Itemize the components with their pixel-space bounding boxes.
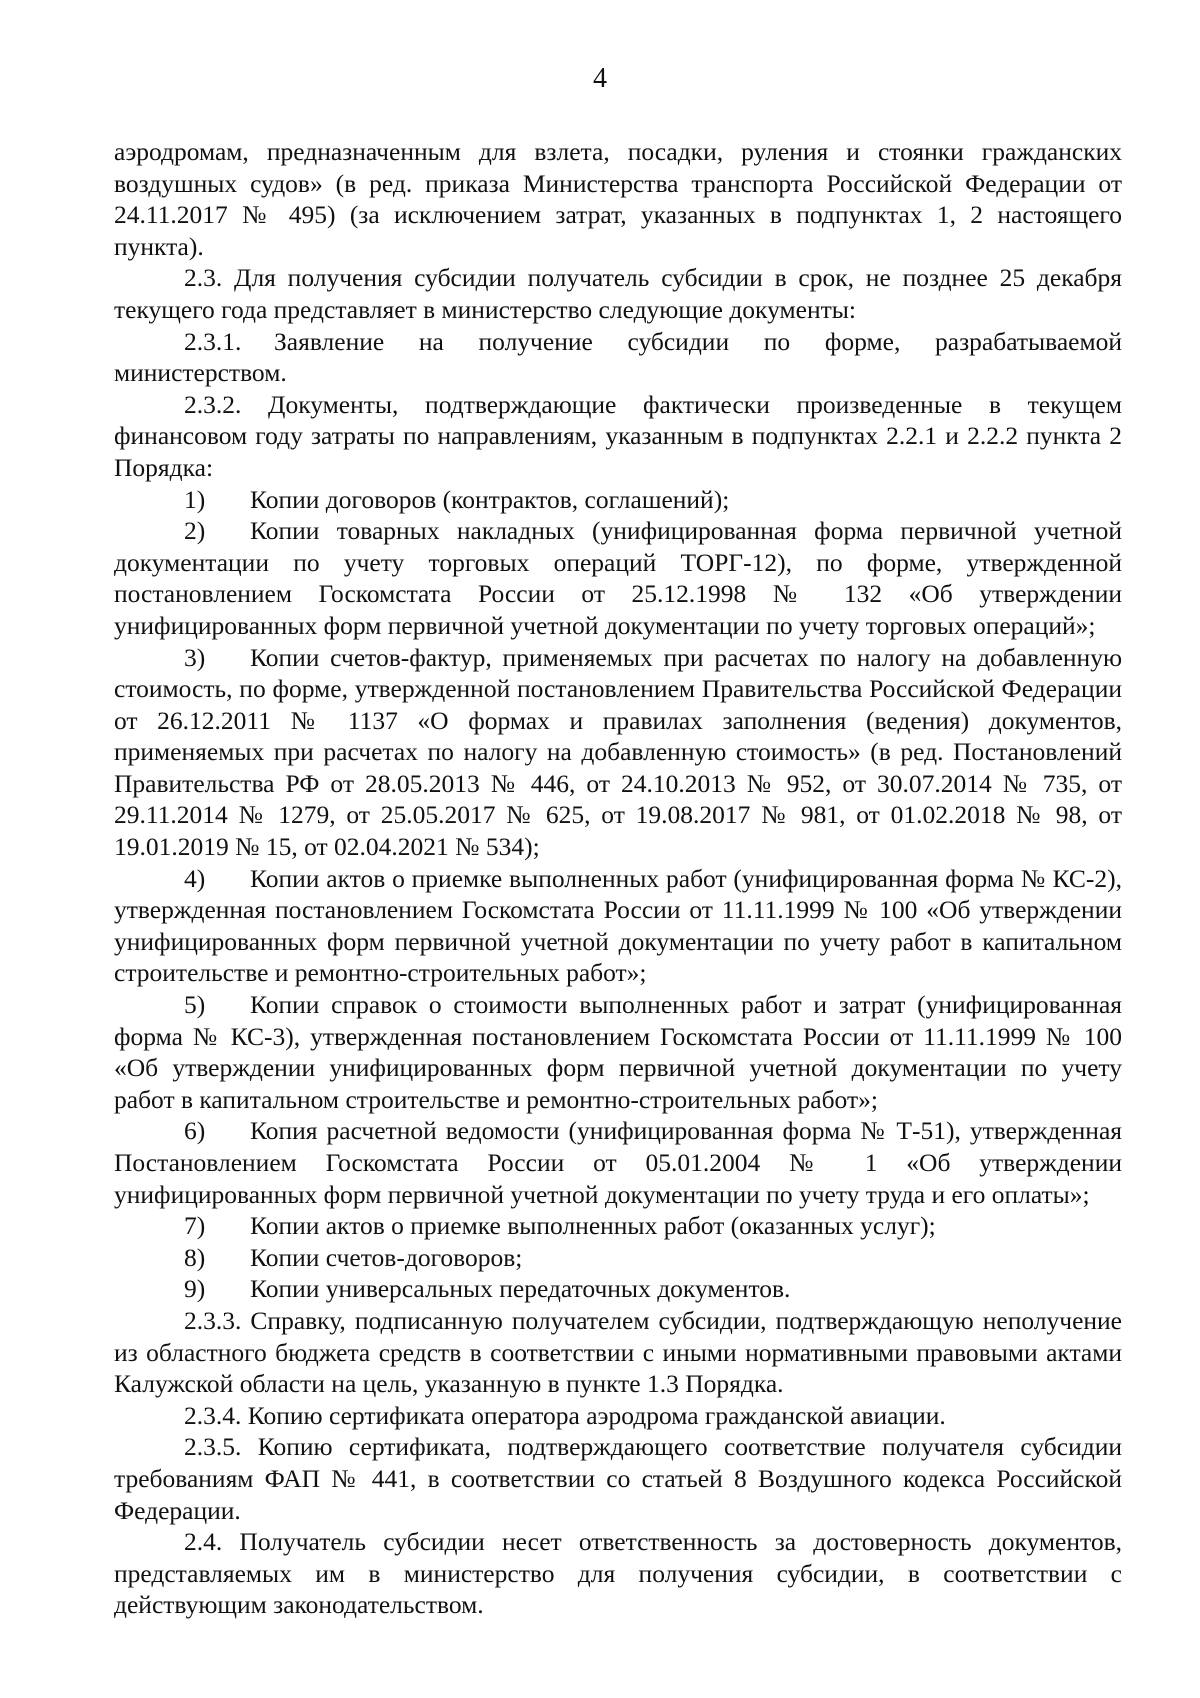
paragraph-2-3-5: 2.3.5. Копию сертификата, подтверждающего соответствие получателя субсидии требованиям ФАП № 441, в соответствии со статьей 8 Воздушного кодекса Российской Федерации. — [114, 1432, 1122, 1525]
list-item-number: 3) — [184, 642, 206, 672]
list-item — [114, 1210, 1122, 1242]
list-item — [114, 1115, 1122, 1210]
list-item — [114, 1273, 1122, 1305]
list-item — [114, 863, 1122, 989]
paragraph-2-3-4: 2.3.4. Копию сертификата оператора аэродрома гражданской авиации. — [184, 1400, 946, 1430]
paragraph-2-4: 2.4. Получатель субсидии несет ответственность за достоверность документов, представляемых им в министерство для получения субсидии, в соответствии с действующим законодательством. — [114, 1527, 1122, 1620]
paragraph-continuation: аэродромам, предназначенным для взлета, посадки, руления и стоянки гражданских воздушных судов» (в ред. приказа Министерства транспорта Российской Федерации от 24.11.2017 № 495) (за исключением затрат, указанных в подпунктах 1, 2 настоящего пункта). — [114, 137, 1122, 261]
list-item-number: 9) — [184, 1274, 206, 1304]
list-item-text: Копии актов о приемке выполненных работ (оказанных услуг); — [250, 1211, 936, 1241]
paragraph-2-3: 2.3. Для получения субсидии получатель субсидии в срок, не позднее 25 декабря текущего года представляет в министерство следующие документы: — [114, 263, 1122, 324]
paragraph-2-3-1-text: Заявление на получение субсидии по форме, разрабатываемой министерством. — [114, 326, 1122, 388]
list-item — [114, 1242, 1122, 1274]
list-item-number: 2) — [184, 516, 206, 546]
list-item-text: Копии универсальных передаточных документов. — [250, 1274, 791, 1304]
list-item-number: 7) — [184, 1211, 206, 1241]
page-number: 4 — [593, 63, 607, 94]
list-item — [114, 515, 1122, 641]
list-item-number: 1) — [184, 484, 206, 514]
list-item-text: Копии счетов-договоров; — [250, 1242, 523, 1272]
document-body — [114, 136, 1122, 1621]
list-item-number: 8) — [184, 1242, 206, 1272]
paragraph-2-3-1 — [114, 326, 1122, 389]
list-item-text: Копии справок о стоимости выполненных работ и затрат (унифицированная форма № КС-3), утвержденная постановлением Госкомстата России от 11.11.1999 № 100 «Об утверждении унифицированных форм первичной учетной документации по учету работ в капитальном строительстве и ремонтно-строительных работ»; — [114, 990, 1122, 1114]
list-item — [114, 642, 1122, 863]
list-item — [114, 484, 1122, 516]
list-item-number: 5) — [184, 990, 206, 1020]
list-item-number: 6) — [184, 1116, 206, 1146]
paragraph-2-3-3: 2.3.3. Справку, подписанную получателем субсидии, подтверждающую неполучение из областного бюджета средств в соответствии с иными нормативными правовыми актами Калужской области на цель, указанную в пункте 1.3 Порядка. — [114, 1305, 1122, 1399]
list-item-text: Копия расчетной ведомости (унифицированная форма № Т-51), утвержденная Постановлением Госкомстата России от 05.01.2004 № 1 «Об утверждении унифицированных форм первичной учетной документации по учету труда и его оплаты»; — [114, 1116, 1122, 1209]
list-item-text: Копии актов о приемке выполненных работ (унифицированная форма № КС-2), утвержденная постановлением Госкомстата России от 11.11.1999 № 100 «Об утверждении унифицированных форм первичной учетной документации по учету работ в капитальном строительстве и ремонтно-строительных работ»; — [114, 863, 1122, 988]
list-item-text: Копии договоров (контрактов, соглашений); — [250, 484, 730, 514]
list-item-text: Копии счетов-фактур, применяемых при расчетах по налогу на добавленную стоимость, по форме, утвержденной постановлением Правительства Российской Федерации от 26.12.2011 № 1137 «О формах и правилах заполнения (ведения) документов, применяемых при расчетах по налогу на добавленную стоимость» (в ред. Постановлений Правительства РФ от 28.05.2013 № 446, от 24.10.2013 № 952, от 30.07.2014 № 735, от 29.11.2014 № 1279, от 25.05.2017 № 625, от 19.08.2017 № 981, от 01.02.2018 № 98, от 19.01.2019 № 15, от 02.04.2021 № 534); — [114, 642, 1122, 862]
list-item — [114, 989, 1122, 1115]
list-item-text: Копии товарных накладных (унифицированная форма первичной учетной документации по учету торговых операций ТОРГ-12), по форме, утвержденной постановлением Госкомстата России от 25.12.1998 № 132 «Об утверждении унифицированных форм первичной учетной документации по учету торговых операций»; — [114, 516, 1122, 640]
list-item-number: 4) — [184, 863, 206, 893]
paragraph-2-3-1-number: 2.3.1. — [184, 326, 242, 356]
paragraph-2-3-2: 2.3.2. Документы, подтверждающие фактически произведенные в текущем финансовом году затраты по направлениям, указанным в подпунктах 2.2.1 и 2.2.2 пункта 2 Порядка: — [114, 389, 1122, 482]
